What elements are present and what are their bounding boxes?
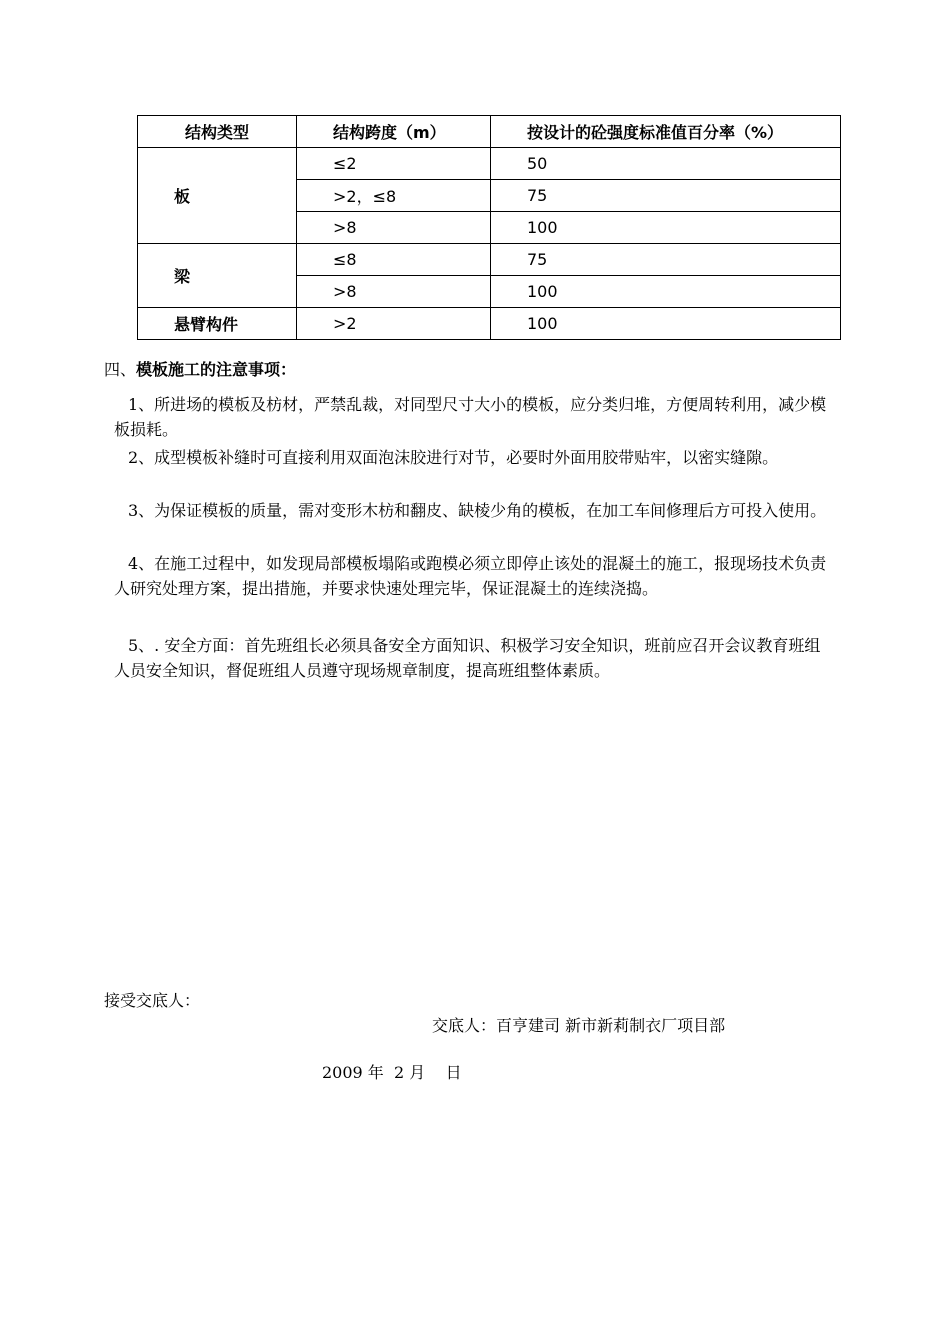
date-line: 2009 年 2 月 日 (322, 1063, 462, 1082)
note-paragraph: 4、在施工过程中，如发现局部模板塌陷或跑模必须立即停止该处的混凝土的施工，报现场技术负责人研究处理方案，提出措施，并要求快速处理完毕，保证混凝土的连续浇捣。 (114, 554, 827, 598)
span-cell: ≤8 (297, 244, 491, 276)
section-heading (104, 357, 296, 380)
strength-table (137, 115, 841, 340)
note-paragraph: 1、所进场的模板及枋材，严禁乱裁，对同型尺寸大小的模板，应分类归堆，方便周转利用，减少模板损耗。 (114, 395, 827, 439)
section-number: 四、 (104, 360, 137, 379)
percent-cell: 75 (491, 180, 841, 212)
span-cell: ≤2 (297, 148, 491, 180)
receiver-label: 接受交底人： (104, 991, 201, 1010)
span-cell: >8 (297, 276, 491, 308)
table-row (138, 244, 841, 276)
note-paragraph: 3、为保证模板的质量，需对变形木枋和翻皮、缺棱少角的模板，在加工车间修理后方可投入使用。 (128, 501, 827, 520)
type-cell-slab: 板 (138, 148, 297, 244)
span-cell: >2，≤8 (297, 180, 491, 212)
issuer-signature: 交底人：百亨建司 新市新莉制衣厂项目部 (432, 1016, 726, 1035)
table-row (138, 308, 841, 340)
header-structure-type: 结构类型 (138, 116, 297, 148)
span-cell: >2 (297, 308, 491, 340)
type-cell-cantilever: 悬臂构件 (138, 308, 297, 340)
percent-cell: 100 (491, 276, 841, 308)
table-row (138, 148, 841, 180)
note-paragraph: 5、. 安全方面：首先班组长必须具备安全方面知识、积极学习安全知识，班前应召开会议教育班组人员安全知识，督促班组人员遵守现场规章制度，提高班组整体素质。 (114, 636, 821, 680)
percent-cell: 50 (491, 148, 841, 180)
percent-cell: 75 (491, 244, 841, 276)
span-cell: >8 (297, 212, 491, 244)
section-title: 模板施工的注意事项： (136, 360, 297, 379)
header-strength-percent: 按设计的砼强度标准值百分率（%） (491, 116, 841, 148)
percent-cell: 100 (491, 212, 841, 244)
note-paragraph: 2、成型模板补缝时可直接利用双面泡沫胶进行对节，必要时外面用胶带贴牢，以密实缝隙。 (128, 448, 779, 467)
table-header-row (138, 116, 841, 148)
type-cell-beam: 梁 (138, 244, 297, 308)
percent-cell: 100 (491, 308, 841, 340)
header-span: 结构跨度（m） (297, 116, 491, 148)
